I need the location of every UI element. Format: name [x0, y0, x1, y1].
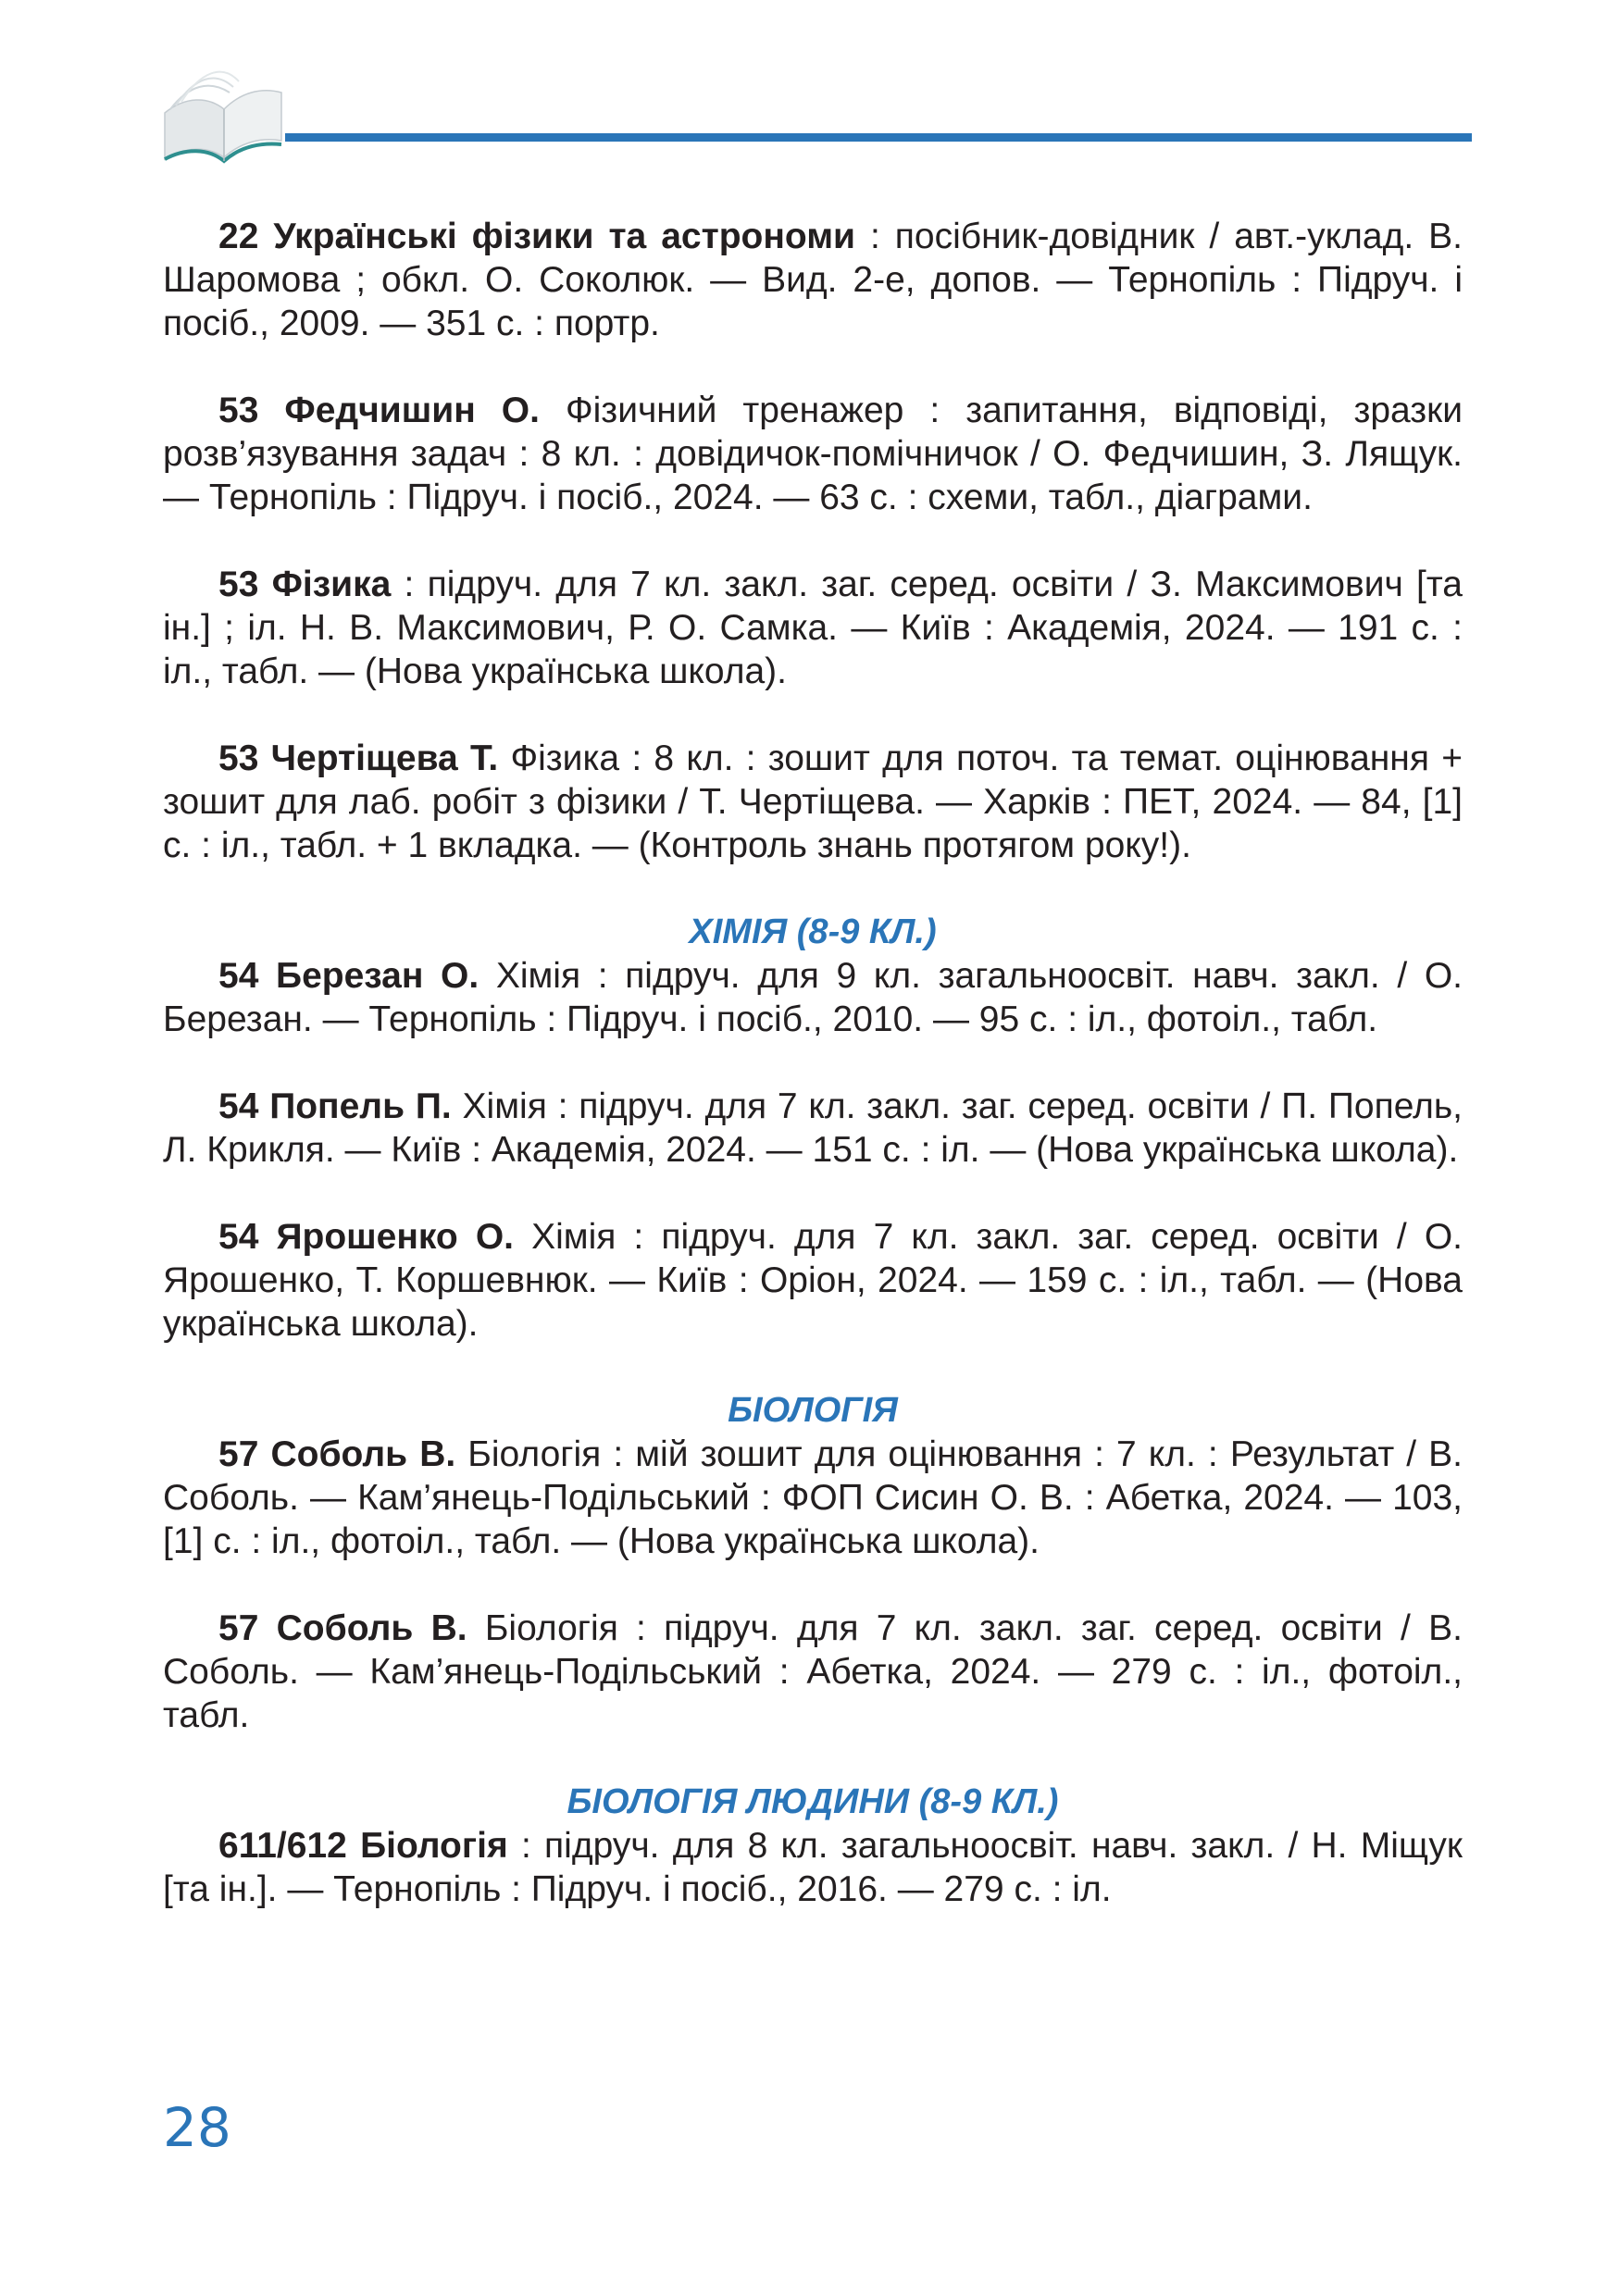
- bibliography-entry: [163, 1085, 1463, 1172]
- entry-title: Біологія: [360, 1826, 508, 1866]
- entry-heading: [218, 1086, 452, 1126]
- entry-title: Фізика: [271, 565, 392, 604]
- entry-title: Федчишин О.: [284, 391, 540, 430]
- bibliography-entry: [163, 737, 1463, 867]
- entry-code: 53: [218, 391, 259, 430]
- entry-description: Фізичний тренажер : запитання, відповіді, зразки розв’язування задач : 8 кл. : довідичок-помічничок / О. Федчишин, З. Лящук. — Тернопіль : Підруч. і посіб., 2024. — 63 с. : схеми, табл., діаграми.: [163, 391, 1463, 517]
- entry-title: Соболь В.: [276, 1608, 467, 1648]
- header-rule: [285, 133, 1472, 142]
- entry-description: Хімія : підруч. для 7 кл. закл. заг. серед. освіти / П. Попель, Л. Крикля. — Київ : Академія, 2024. — 151 с. : іл. — (Нова українська школа).: [163, 1086, 1463, 1170]
- entry-description: Хімія : підруч. для 9 кл. загальноосвіт. навч. закл. / О. Березан. — Тернопіль : Підруч. і посіб., 2010. — 95 с. : іл., фотоіл., табл.: [163, 956, 1463, 1039]
- entry-heading: [218, 1434, 455, 1474]
- bibliography-list: [163, 215, 1463, 1955]
- page-header: [157, 65, 1472, 176]
- bibliography-entry: [163, 563, 1463, 693]
- bibliography-entry: [163, 1824, 1463, 1911]
- section-heading: БІОЛОГІЯ ЛЮДИНИ (8-9 КЛ.): [567, 1782, 1059, 1821]
- section-heading: ХІМІЯ (8-9 КЛ.): [689, 912, 937, 951]
- entry-heading: [218, 1217, 514, 1257]
- entry-heading: [218, 738, 498, 778]
- entry-code: 611/612: [218, 1826, 347, 1866]
- entry-code: 54: [218, 1217, 259, 1257]
- entry-code: 57: [218, 1608, 259, 1648]
- bibliography-entry: [163, 1215, 1463, 1346]
- entry-heading: [218, 1608, 467, 1648]
- entry-heading: [218, 1826, 508, 1866]
- section-heading: БІОЛОГІЯ: [728, 1391, 898, 1430]
- entry-code: 54: [218, 956, 259, 996]
- entry-description: : підруч. для 8 кл. загальноосвіт. навч. закл. / Н. Міщук [та ін.]. — Тернопіль : Підруч. і посіб., 2016. — 279 с. : іл.: [163, 1826, 1463, 1909]
- entry-description: Фізика : 8 кл. : зошит для поточ. та темат. оцінювання + зошит для лаб. робіт з фізики / Т. Чертіщева. — Харків : ПЕТ, 2024. — 84, [1] с. : іл., табл. + 1 вкладка. — (Контроль знань протягом року!).: [163, 738, 1463, 865]
- entry-title: Українські фізики та астрономи: [273, 217, 856, 256]
- entry-code: 53: [218, 738, 259, 778]
- entry-code: 54: [218, 1086, 259, 1126]
- bibliography-entry: [163, 1433, 1463, 1563]
- entry-title: Ярошенко О.: [276, 1217, 514, 1257]
- entry-description: Біологія : мій зошит для оцінювання : 7 кл. : Результат / В. Соболь. — Кам’янець-Подільський : ФОП Сисин О. В. : Абетка, 2024. — 103, [1] с. : іл., фотоіл., табл. — (Нова українська школа).: [163, 1434, 1463, 1561]
- entry-heading: [218, 217, 855, 256]
- entry-code: 57: [218, 1434, 259, 1474]
- entry-heading: [218, 956, 479, 996]
- page-number: 28: [163, 2096, 231, 2159]
- bibliography-entry: [163, 1607, 1463, 1737]
- entry-description: Біологія : підруч. для 7 кл. закл. заг. серед. освіти / В. Соболь. — Кам’янець-Подільський : Абетка, 2024. — 279 с. : іл., фотоіл., табл.: [163, 1608, 1463, 1735]
- open-book-icon: [157, 65, 287, 167]
- entry-code: 22: [218, 217, 259, 256]
- entry-title: Соболь В.: [270, 1434, 456, 1474]
- entry-code: 53: [218, 565, 259, 604]
- entry-description: : посібник-довідник / авт.-уклад. В. Шаромова ; обкл. О. Соколюк. — Вид. 2-е, допов. — Тернопіль : Підруч. і посіб., 2009. — 351 с. : портр.: [163, 217, 1463, 343]
- entry-description: Хімія : підруч. для 7 кл. закл. заг. серед. освіти / О. Ярошенко, Т. Коршевнюк. — Київ : Оріон, 2024. — 159 с. : іл., табл. — (Нова українська школа).: [163, 1217, 1463, 1344]
- entry-heading: [218, 391, 540, 430]
- entry-title: Чертіщева Т.: [270, 738, 499, 778]
- entry-heading: [218, 565, 391, 604]
- entry-description: : підруч. для 7 кл. закл. заг. серед. освіти / З. Максимович [та ін.] ; іл. Н. В. Максимович, Р. О. Самка. — Київ : Академія, 2024. — 191 с. : іл., табл. — (Нова українська школа).: [163, 565, 1463, 691]
- bibliography-entry: [163, 215, 1463, 345]
- entry-title: Березан О.: [276, 956, 479, 996]
- bibliography-entry: [163, 389, 1463, 519]
- bibliography-entry: [163, 954, 1463, 1041]
- entry-title: Попель П.: [269, 1086, 452, 1126]
